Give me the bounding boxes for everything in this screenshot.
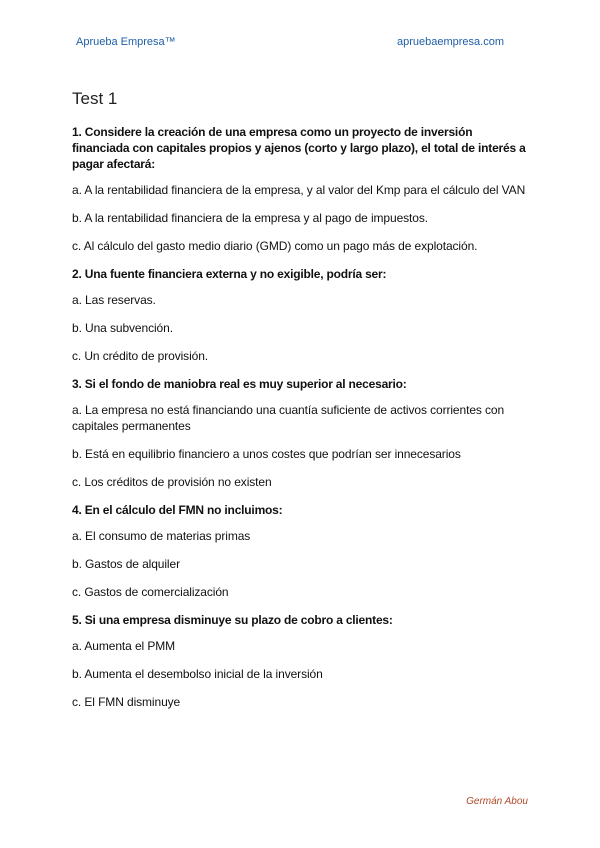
answer-option: b. A la rentabilidad financiera de la empresa y al pago de impuestos. (72, 211, 428, 225)
answer-option: b. Una subvención. (72, 321, 173, 335)
question-text: 4. En el cálculo del FMN no incluimos: (72, 503, 283, 517)
answer-option: a. Las reservas. (72, 293, 156, 307)
page-header (76, 36, 504, 52)
test-title: Test 1 (72, 89, 118, 108)
answer-option: c. El FMN disminuye (72, 695, 181, 709)
test-content (72, 88, 532, 722)
header-site: apruebaempresa.com (396, 36, 504, 48)
question-3 (72, 376, 532, 490)
answer-option: a. La empresa no está financiando una cuantía suficiente de activos corrientes con capitales permanentes (72, 403, 505, 433)
question-text: 2. Una fuente financiera externa y no exigible, podría ser: (72, 267, 387, 281)
question-5 (72, 612, 532, 710)
answer-option: b. Gastos de alquiler (72, 557, 180, 571)
question-text: 3. Si el fondo de maniobra real es muy superior al necesario: (72, 377, 407, 391)
answer-option: b. Está en equilibrio financiero a unos costes que podrían ser innecesarios (72, 447, 461, 461)
question-4 (72, 502, 532, 600)
answer-option: a. A la rentabilidad financiera de la empresa, y al valor del Kmp para el cálculo del VAN (72, 183, 526, 197)
answer-option: a. El consumo de materias primas (72, 529, 251, 543)
question-2 (72, 266, 532, 364)
question-text: 1. Considere la creación de una empresa como un proyecto de inversión financiada con capitales propios y ajenos (corto y largo plazo), el total de interés a pagar afectará: (72, 125, 526, 171)
answer-option: c. Los créditos de provisión no existen (72, 475, 272, 489)
question-1 (72, 124, 532, 254)
answer-option: a. Aumenta el PMM (72, 639, 176, 653)
answer-option: c. Al cálculo del gasto medio diario (GMD) como un pago más de explotación. (72, 239, 478, 253)
question-text: 5. Si una empresa disminuye su plazo de cobro a clientes: (72, 613, 393, 627)
answer-option: b. Aumenta el desembolso inicial de la inversión (72, 667, 323, 681)
answer-option: c. Un crédito de provisión. (72, 349, 209, 363)
header-brand: Aprueba Empresa™ (76, 36, 176, 48)
footer-author: Germán Abou (466, 796, 528, 807)
answer-option: c. Gastos de comercialización (72, 585, 229, 599)
